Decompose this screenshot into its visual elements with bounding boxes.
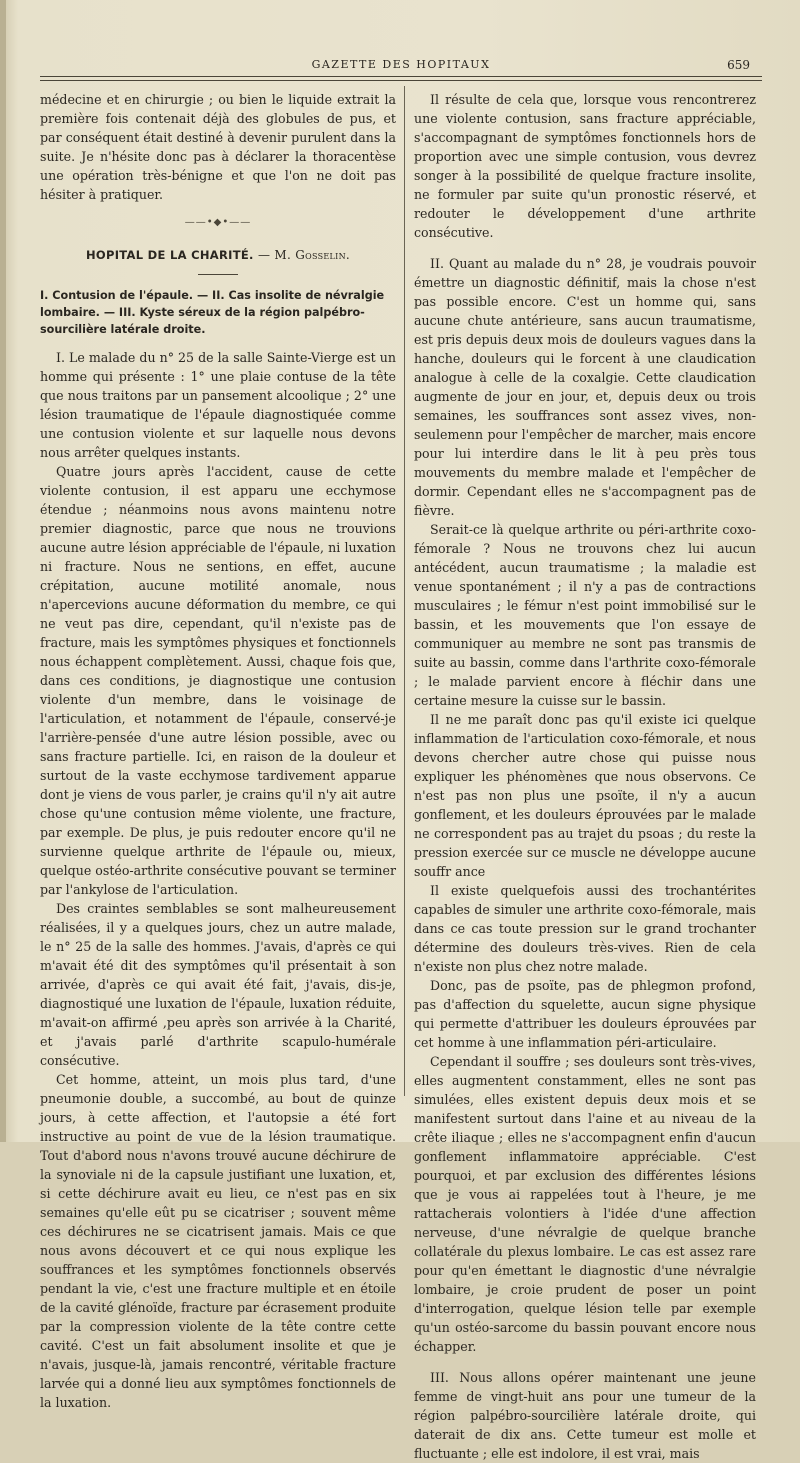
paragraph: II. Quant au malade du n° 28, je voudrais pouvoir émettre un diagnostic définitif, mais la chose n'est pas possible encore. C'est un homme qui, sans aucune chute antérieure, sans aucun traumatisme, est pris depuis deux mois de douleurs vagues dans la hanche, douleurs qui le forcent à une claudication analogue à celle de la coxalgie. Cette claudication augmente de jour en jour, et, depuis deux ou trois semaines, les souffrances sont assez vives, non-seulemenn pour l'empêcher de marcher, mais encore pour lui interdire dans le lit à peu près tous mouvements du membre malade et l'empêcher de dormir. Cependant elles ne s'accompagnent pas de fièvre. (414, 256, 756, 518)
paragraph: III. Nous allons opérer maintenant une jeune femme de vingt-huit ans pour une tumeur de la région palpébro-sourcilière latérale droite, qui daterait de dix ans. Cette tumeur est molle et fluctuante ; elle est indolore, il est vrai, mais (414, 1370, 756, 1461)
header-rule (40, 76, 762, 77)
running-title: GAZETTE DES HOPITAUX (311, 58, 491, 71)
paragraph: I. Le malade du n° 25 de la salle Sainte-Vierge est un homme qui présente : 1° une plaie contuse de la tête que nous traitons par un pansement alcoolique ; 2° une lésion traumatique de l'épaule diagnostiquée comme une contusion violente et sur laquelle nous devons nous arrêter quelques instants. (40, 350, 396, 460)
paragraph: Quatre jours après l'accident, cause de cette violente contusion, il est apparu une ecchymose étendue ; néanmoins nous avons maintenu notre premier diagnostic, parce que nous ne trouvions aucune autre lésion appréciable de l'épaule, ni luxation ni fracture. Nous ne sentions, en effet, aucune crépitation, aucune motilité anomale, nous n'apercevions aucune déformation du membre, ce qui ne veut pas dire, cependant, qu'il n'existe pas de fracture, mais les symptômes physiques et fonctionnels nous échappent complètement. Aussi, chaque fois que, dans ces conditions, je diagnostique une contusion violente d'un membre, dans le voisinage de l'articulation, et notamment de l'épaule, conservé-je l'arrière-pensée d'une autre lésion possible, avec ou sans fracture partielle. Ici, en raison de la douleur et surtout de la vaste ecchymose tardivement apparue dont je viens de vous parler, je crains qu'il n'y ait autre chose qu'une contusion même violente, une fracture, par exemple. De plus, je puis redouter encore qu'il ne survienne quelque arthrite de l'épaule ou, mieux, quelque ostéo-arthrite consécutive pouvant se terminer par l'ankylose de l'articulation. (40, 464, 396, 897)
paragraph: Il existe quelquefois aussi des trochantérites capables de simuler une arthrite coxo-fémorale, mais dans ce cas toute pression sur le grand trochanter détermine des douleurs très-vives. Rien de cela n'existe non plus chez notre malade. (414, 883, 756, 974)
hospital-heading (40, 246, 396, 265)
doctor-name: — M. Gosselin. (257, 248, 351, 262)
column-divider (404, 86, 405, 1096)
paragraph-gap (414, 242, 756, 254)
paragraph: Cependant il souffre ; ses douleurs sont très-vives, elles augmentent constamment, elles ne sont pas simulées, elles existent depuis deux mois et se manifestent surtout dans l'aine et au niveau de la crête iliaque ; elles ne s'accompagnent enfin d'aucun gonflement inflammatoire appréciable. C'est pourquoi, et par exclusion des différentes lésions que je vous ai rappelées tout à l'heure, je me rattacherais volontiers à l'idée d'une affection nerveuse, d'une névralgie de quelque branche collatérale du plexus lombaire. Le cas est assez rare pour qu'en émettant le diagnostic d'une névralgie lombaire, je croie prudent de poser un point d'interrogation, quelque lésion telle par exemple qu'un ostéo-sarcome du bassin pouvant encore nous échapper. (414, 1054, 756, 1354)
header-rule-thin (40, 80, 762, 81)
paragraph: Serait-ce là quelque arthrite ou péri-arthrite coxo-fémorale ? Nous ne trouvons chez lui aucun antécédent, aucun traumatisme ; la maladie est venue spontanément ; il n'y a pas de contractions musculaires ; le fémur n'est point immobilisé sur le bassin, et les mouvements que l'on essaye de communiquer au membre ne sont pas transmis de suite au bassin, comme dans l'arthrite coxo-fémorale ; le malade parvient encore à fléchir dans une certaine mesure la cuisse sur le bassin. (414, 522, 756, 708)
paragraph: Il résulte de cela que, lorsque vous rencontrerez une violente contusion, sans fracture appréciable, s'accompagnant de symptômes fonctionnels hors de proportion avec une simple contusion, vous devrez songer à la possibilité de quelque fracture insolite, ne formuler par suite qu'un pronostic réservé, et redouter le développement d'une arthrite consécutive. (414, 92, 756, 240)
page-edge (0, 0, 6, 1142)
left-column (40, 90, 396, 1412)
paragraph: Donc, pas de psoïte, pas de phlegmon profond, pas d'affection du squelette, aucun signe physique qui permette d'attribuer les douleurs éprouvées par cet homme à une inflammation péri-articulaire. (414, 978, 756, 1050)
paragraph: médecine et en chirurgie ; ou bien le liquide extrait la première fois contenait déjà des globules de pus, et par conséquent était destiné à devenir purulent dans la suite. Je n'hésite donc pas à déclarer la thoracentèse une opération très-bénigne et que l'on ne doit pas hésiter à pratiquer. (40, 92, 396, 202)
right-column (414, 90, 756, 1463)
paragraph: Il ne me paraît donc pas qu'il existe ici quelque inflammation de l'articulation coxo-fémorale, et nous devons chercher autre chose qui puisse nous expliquer les phénomènes que nous observons. Ce n'est pas non plus une psoïte, il n'y a aucun gonflement, et les douleurs éprouvées par le malade ne correspondent pas au trajet du psoas ; du reste la pression exercée sur ce muscle ne développe aucune souffr ance (414, 712, 756, 879)
paragraph: Cet homme, atteint, un mois plus tard, d'une pneumonie double, a succombé, au bout de quinze jours, à cette affection, et l'autopsie a été fort instructive au point de vue de la lésion traumatique. Tout d'abord nous n'avons trouvé aucune déchirure de la synoviale ni de la capsule justifiant une luxation, et, si cette déchirure avait eu lieu, ce n'est pas en six semaines qu'elle eût pu se cicatriser ; souvent même ces déchirures ne se cicatrisent jamais. Mais ce que nous avons découvert et ce qui nous explique les souffrances et les symptômes fonctionnels observés pendant la vie, c'est une fracture multiple et en étoile de la cavité glénoïde, fracture par écrasement produite par la compression violente de la tête contre cette cavité. C'est un fait absolument insolite et que je n'avais, jusque-là, jamais rencontré, véritable fracture larvée qui a donné lieu aux symptômes fonctionnels de la luxation. (40, 1072, 396, 1410)
section-title: I. Contusion de l'épaule. — II. Cas insolite de névralgie lombaire. — III. Kyste séreux de la région palpébro-sourcilière latérale droite. (40, 289, 385, 336)
hospital-name: HOPITAL DE LA CHARITÉ. (85, 248, 254, 262)
paragraph-gap (414, 1356, 756, 1368)
short-rule (198, 274, 238, 275)
page-header (40, 54, 762, 76)
ornament-divider: ——•◆•—— (184, 217, 252, 228)
paragraph: Des craintes semblables se sont malheureusement réalisées, il y a quelques jours, chez un autre malade, le n° 25 de la salle des hommes. J'avais, d'après ce qui m'avait été dit des symptômes qu'il présentait à son arrivée, d'après ce qui avait été fait, j'avais, dis-je, diagnostiqué une luxation de l'épaule, luxation réduite, m'avait-on affirmé ,peu après son arrivée à la Charité, et j'avais parlé d'arthrite scapulo-humérale consécutive. (40, 901, 396, 1068)
page-number: 659 (727, 58, 750, 72)
